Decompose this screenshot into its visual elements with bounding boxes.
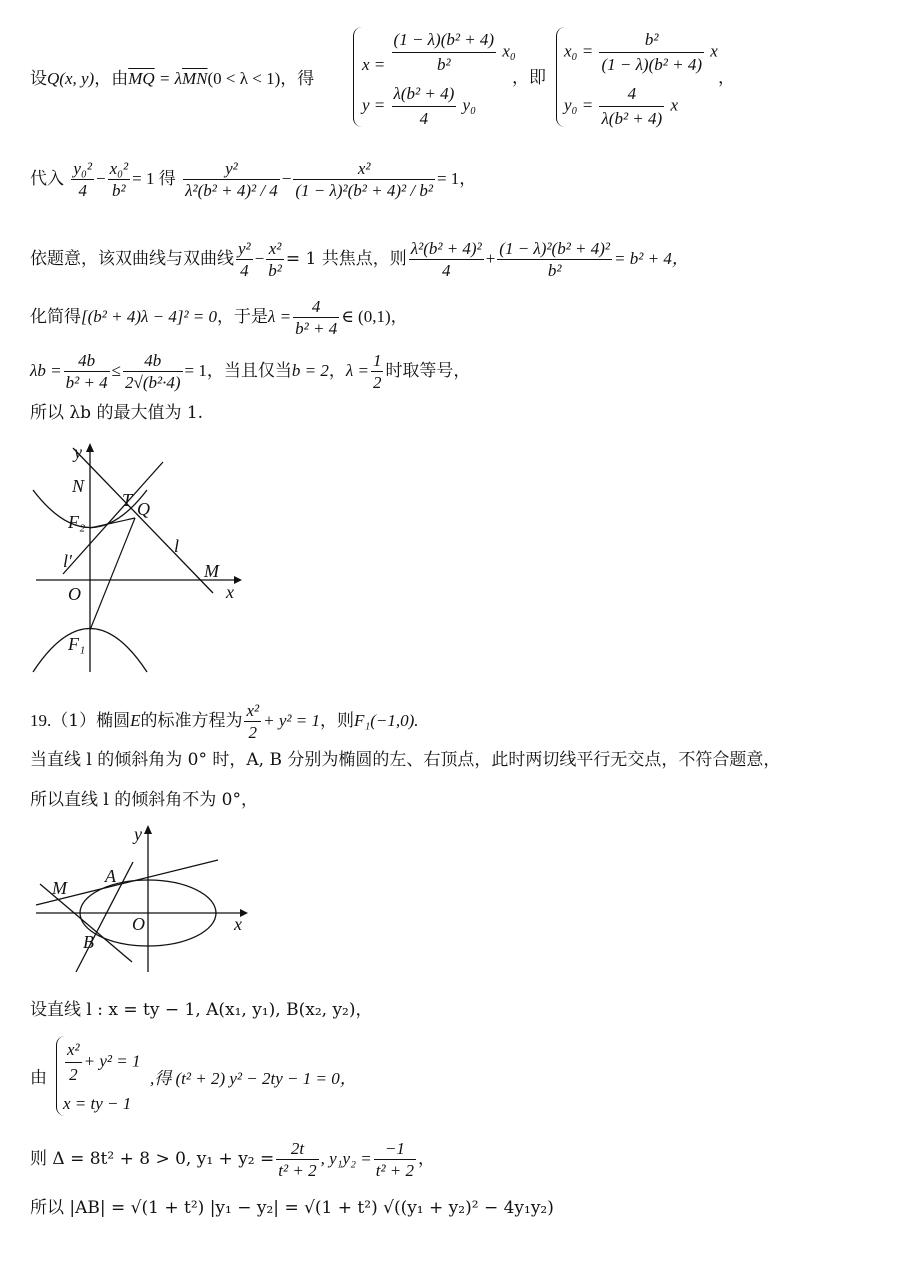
l3-f1-num: y² — [238, 239, 251, 258]
text-de: ，得 — [280, 69, 315, 89]
l12-f2-num: −1 — [374, 1140, 416, 1160]
l3-frac2 — [266, 240, 284, 279]
line6: 所以 λb 的最大值为 1. — [30, 403, 204, 423]
fig2-label-b: B — [83, 932, 94, 952]
l5-f1-den: b² + 4 — [65, 373, 108, 392]
fig1-label-y: y — [74, 442, 82, 462]
l2-f1-num: y₀² — [73, 159, 92, 178]
l5-f3-den: 2 — [372, 373, 382, 392]
l4-lam: λ = — [268, 307, 292, 326]
sys2-y-fraction — [599, 84, 664, 129]
l2-minus: − — [95, 169, 106, 188]
fig1-label-q: Q — [137, 499, 150, 519]
line5 — [30, 352, 470, 391]
fig2-label-o: O — [132, 914, 145, 934]
line4 — [30, 298, 408, 337]
p19-rest: + y² = 1 — [263, 711, 320, 730]
l3-f3-den: 4 — [441, 261, 451, 280]
l11-r1-rest: + y² = 1 — [83, 1051, 141, 1071]
sys2-x-fraction — [599, 30, 704, 75]
sys1-x-fraction — [392, 30, 497, 75]
p19-f-den: 2 — [248, 723, 258, 742]
l2-f2-den: b² — [112, 181, 126, 200]
l3-pre: 依题意，该双曲线与双曲线 — [30, 249, 234, 269]
l5-f1-num: 4b — [64, 352, 110, 372]
l2-frac4 — [293, 160, 435, 199]
sys1-y-num: λ(b² + 4) — [392, 84, 457, 107]
fig2-label-x: x — [234, 914, 242, 934]
line10: 设直线 l : x = ty − 1, A(x₁, y₁), B(x₂, y₂)， — [30, 1000, 373, 1020]
line9: 所以直线 l 的倾斜角不为 0°， — [30, 790, 258, 810]
l2-f2-num: x₀² — [109, 159, 129, 178]
line12 — [30, 1140, 435, 1179]
p19-mid: 的标准方程为 — [140, 711, 243, 731]
p19-f1: F₁(−1,0). — [353, 711, 419, 730]
l5-b2: b = 2 — [291, 361, 329, 380]
line1-text — [30, 70, 314, 88]
sys1-y-lhs: y = — [362, 95, 386, 115]
l5-frac1 — [64, 352, 110, 391]
p19-frac — [244, 702, 261, 741]
l3-f4-num: (1 − λ)²(b² + 4)² — [499, 239, 611, 258]
p19-number: 19. — [30, 711, 52, 730]
l4-mid: ，于是 — [217, 307, 269, 327]
fig1-label-f1: F₁ — [68, 634, 86, 654]
sys2-x-lhs: x₀ = — [564, 41, 594, 61]
l2-f3-num: y² — [183, 160, 280, 180]
fig2-y-arrow — [144, 825, 152, 834]
l5-f2-num: 4b — [123, 352, 183, 372]
l2-f4-den: (1 − λ)²(b² + 4)² / b² — [295, 181, 433, 200]
fig1-label-o: O — [68, 584, 81, 604]
l12-f1-den: t² + 2 — [278, 1161, 317, 1180]
l5-end: 时取等号， — [385, 361, 471, 381]
sys2-y-tail: x — [670, 95, 678, 115]
l3-frac4 — [497, 240, 612, 279]
l3-frac3 — [409, 240, 484, 279]
l5-eq: = 1 — [184, 361, 207, 380]
fig1-label-x: x — [226, 582, 234, 602]
l5-comma: ， — [328, 361, 346, 381]
l11-den: 2 — [69, 1065, 78, 1084]
text-comma-1: ， — [718, 68, 735, 88]
fig2-label-y: y — [134, 824, 142, 844]
figure-hyperbola — [28, 440, 248, 675]
text-you: ，由 — [94, 69, 129, 89]
p19-then: ，则 — [319, 711, 354, 731]
sys2-y-num: 4 — [599, 84, 664, 107]
l11-frac — [65, 1040, 82, 1085]
l3-f2-den: b² — [268, 261, 282, 280]
fig1-label-l: l — [174, 536, 180, 556]
l12-frac2 — [374, 1140, 416, 1179]
fig1-y-arrow — [86, 443, 94, 452]
line2: 代入 $\frac{\text{y₀²}}{4}$ − $\frac{\text{x₀²}}{\text{b²}}$ = 1 得 $\frac{\text{y²}}{\text{λ²(b² + 4)² / 4}}$ − $\frac{\text{x²}}{\text{(1 − λ)²(b² + 4)² / b²}}$ = 1， — [30, 159, 477, 200]
l12-frac1 — [276, 1140, 318, 1179]
l3-f3-num: λ²(b² + 4)² — [410, 239, 482, 258]
l5-lam: λ = — [345, 361, 369, 380]
sys2-x-num: b² — [599, 30, 704, 53]
l11-r2: x = ty − 1 — [63, 1094, 132, 1113]
p19-f-num: x² — [246, 701, 260, 720]
l12-mid: , y₁y₂ = — [320, 1149, 372, 1168]
line11-pre: 由 — [30, 1068, 47, 1088]
system2-row-y — [564, 84, 678, 129]
l5-le: ≤ — [111, 361, 122, 380]
sys1-x-lhs: x = — [362, 55, 386, 75]
l4-pre: 化简得 — [30, 307, 81, 327]
l2-f3-den: λ²(b² + 4)² / 4 — [185, 181, 278, 200]
l4-expr: [(b² + 4)λ − 4]² = 0 — [81, 307, 218, 326]
sys2-x-den: (1 − λ)(b² + 4) — [601, 55, 702, 74]
sys2-x-tail: x — [710, 41, 718, 61]
fig1-label-m: M — [204, 561, 219, 581]
problem-19 — [30, 702, 419, 741]
figure-ellipse — [28, 822, 258, 977]
l12-f2-den: t² + 2 — [375, 1161, 415, 1180]
sys2-y-lhs: y₀ = — [564, 95, 594, 115]
line11-post: ,得 (t² + 2) y² − 2ty − 1 = 0， — [150, 1069, 357, 1088]
system1-row-y — [362, 84, 476, 129]
l2-f4-num: x² — [293, 160, 435, 180]
l4-end: ∈ (0,1)， — [341, 307, 408, 326]
fig2-label-m: M — [52, 878, 67, 898]
l4-frac — [293, 298, 339, 337]
sys1-y-fraction — [392, 84, 457, 129]
line13: 所以 |AB| = √(1 + t²) |y₁ − y₂| = √(1 + t²) √((y₁ + y₂)² − 4y₁y₂) — [30, 1198, 554, 1218]
line8: 当直线 l 的倾斜角为 0° 时，A, B 分别为椭圆的左、右顶点，此时两切线平行无交点，不符合题意， — [30, 750, 781, 770]
fig1-label-t: T — [122, 490, 133, 510]
l12-end: ， — [418, 1149, 436, 1169]
l12-f1-num: 2t — [276, 1140, 318, 1160]
l2-frac1 — [71, 160, 94, 199]
sys1-x-den: b² — [437, 55, 451, 74]
sys1-y-den: 4 — [419, 109, 429, 128]
sys2-y-den: λ(b² + 4) — [601, 109, 663, 128]
l3-f1-den: 4 — [240, 261, 249, 280]
l3-plus: + — [485, 249, 496, 268]
l3-f4-den: b² — [547, 261, 562, 280]
l5-frac2 — [123, 352, 183, 391]
fig1-label-f2: F₂ — [68, 512, 86, 532]
vector-mn: $\overline{MN}$ — [182, 69, 208, 88]
fig1-label-lprime: l′ — [63, 551, 72, 571]
l3-frac1 — [236, 240, 253, 279]
p19-part: （1）椭圆 — [51, 711, 131, 731]
line11-row2 — [63, 1094, 131, 1114]
sys1-x-num: (1 − λ)(b² + 4) — [392, 30, 497, 53]
lambda-condition: (0 < λ < 1) — [207, 69, 281, 88]
text-ji: ，即 — [512, 68, 546, 88]
line3: 依题意，该双曲线与双曲线 $\frac{\text{y²}}{4}$ − $\frac{\text{x²}}{\text{b²}}$ = 1 共焦点，则 $\frac{\text{λ²(b² + 4)²}}{4}$ + $\frac{\text{(1 − λ)²(b² + 4)²}}{\text{b²}}$ = b² + 4， — [30, 239, 689, 280]
text-dairu: 代入 — [30, 169, 64, 189]
fig2-label-a: A — [105, 866, 116, 886]
l11-num: x² — [65, 1040, 82, 1063]
l5-f2-den: 2√(b²·4) — [125, 373, 181, 392]
sys1-y-tail: y₀ — [462, 95, 477, 115]
vector-mq: $\overline{MQ}$ — [128, 69, 155, 88]
l2-eq2: = 1， — [436, 169, 477, 188]
p19-e: E — [130, 711, 141, 730]
fig1-line-l — [73, 448, 213, 593]
l2-f1-den: 4 — [78, 181, 87, 200]
text-she: 设 — [30, 69, 47, 89]
l12-pre: 则 Δ = 8t² + 8 > 0, y₁ + y₂ = — [30, 1149, 275, 1169]
fig1-label-n: N — [72, 476, 85, 496]
l5-lhs: λb = — [30, 361, 62, 380]
l2-frac2 — [108, 160, 131, 199]
l2-frac3 — [183, 160, 280, 199]
l3-end: = b² + 4， — [614, 249, 689, 268]
l2-eq1: = 1 得 — [132, 169, 176, 188]
system2-row-x — [564, 30, 718, 75]
fig1-seg-f1q — [90, 518, 135, 630]
system1-brace — [353, 27, 362, 127]
l3-mid: = 1 共焦点，则 — [285, 249, 407, 269]
l5-mid: ，当且仅当 — [206, 361, 292, 381]
l4-f-num: 4 — [293, 298, 339, 318]
fig1-x-arrow — [234, 576, 242, 584]
sys1-x-tail: x₀ — [502, 41, 516, 61]
system1-row-x — [362, 30, 516, 75]
l4-f-den: b² + 4 — [295, 319, 338, 338]
line11-row1 — [63, 1040, 141, 1085]
l3-f2-num: x² — [266, 240, 284, 260]
point-q: Q(x, y) — [47, 69, 95, 88]
l5-f3-num: 1 — [372, 351, 382, 370]
l5-frac3 — [371, 352, 384, 391]
text-eq-lambda: = λ — [154, 69, 182, 88]
